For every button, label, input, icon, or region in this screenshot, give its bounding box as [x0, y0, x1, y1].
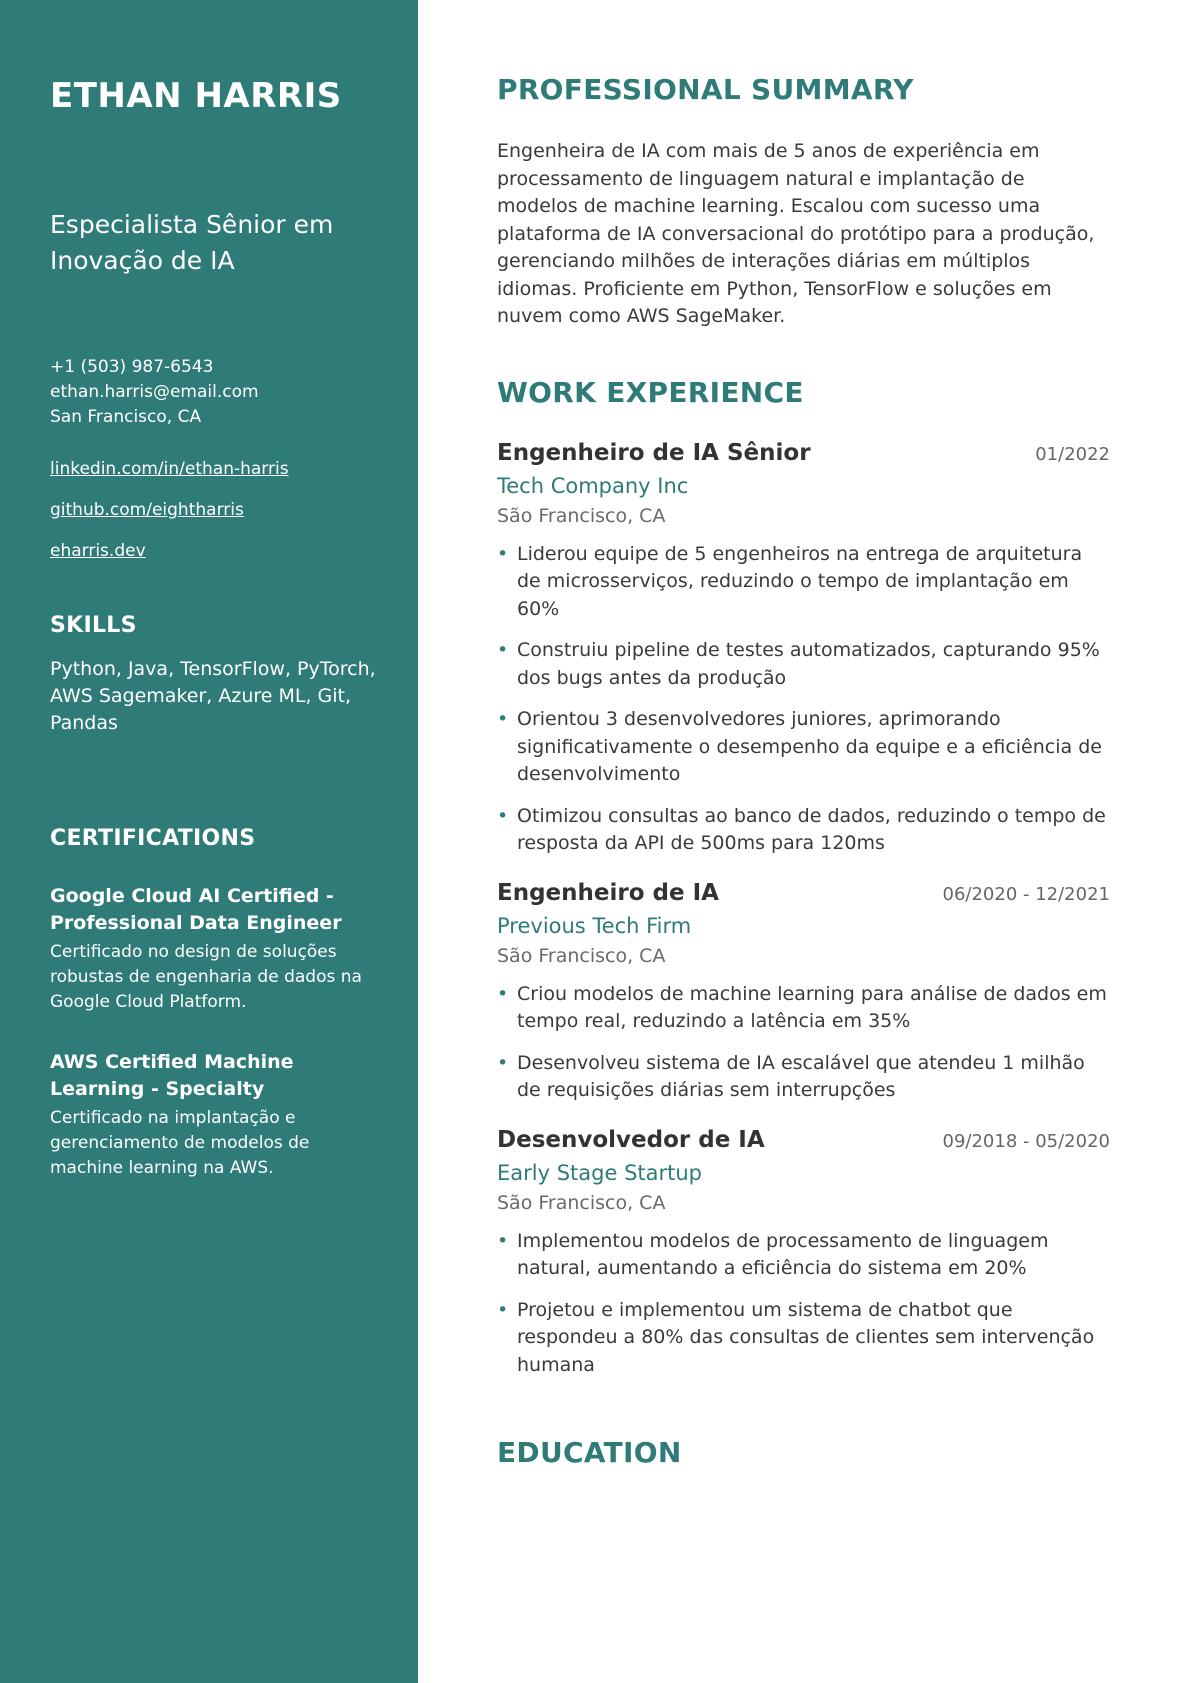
contact-info — [50, 355, 382, 430]
phone: +1 (503) 987-6543 — [50, 357, 214, 377]
job-title: Engenheiro de IA Sênior — [497, 439, 811, 466]
summary-heading: PROFESSIONAL SUMMARY — [497, 73, 914, 106]
work-experience-heading: WORK EXPERIENCE — [497, 375, 804, 409]
job-entry — [497, 437, 1110, 858]
job-entry — [497, 1124, 1110, 1380]
job-location: São Francisco, CA — [497, 944, 666, 967]
bullet-item: • Projetou e implementou um sistema de chatbot que respondeu a 80% das consultas de clientes sem intervenção humana — [497, 1297, 1110, 1380]
bullet-item: • Orientou 3 desenvolvedores juniores, aprimorando significativamente o desempenho da equipe e a eficiência de desenvolvimento — [497, 706, 1110, 789]
location: San Francisco, CA — [50, 407, 202, 427]
profile-links — [50, 457, 382, 564]
bullet-item: • Construiu pipeline de testes automatizados, capturando 95% dos bugs antes da produção — [497, 637, 1110, 692]
sidebar — [0, 0, 418, 1683]
bullet-item: • Otimizou consultas ao banco de dados, reduzindo o tempo de resposta da API de 500ms para 120ms — [497, 803, 1110, 858]
certification-name: Google Cloud AI Certified - Professional Data Engineer — [50, 885, 342, 934]
main-content — [418, 0, 1190, 1683]
bullet-item: • Implementou modelos de processamento de linguagem natural, aumentando a eficiência do sistema em 20% — [497, 1228, 1110, 1283]
job-title: Desenvolvedor de IA — [497, 1126, 765, 1153]
bullet-item: • Criou modelos de machine learning para análise de dados em tempo real, reduzindo a latência em 35% — [497, 981, 1110, 1036]
job-title-headline: Especialista Sênior em Inovação de IA — [50, 210, 334, 275]
job-date: 06/2020 - 12/2021 — [942, 883, 1110, 905]
job-entry — [497, 877, 1110, 1105]
job-location: São Francisco, CA — [497, 504, 666, 527]
job-bullets — [497, 541, 1110, 858]
education-heading: EDUCATION — [497, 1436, 682, 1469]
skills-heading: SKILLS — [50, 613, 137, 638]
github-link[interactable]: github.com/eightharris — [50, 500, 244, 520]
job-bullets — [497, 1228, 1110, 1380]
bullet-item: • Liderou equipe de 5 engenheiros na entrega de arquitetura de microsserviços, reduzindo o tempo de implantação em 60% — [497, 541, 1110, 624]
certification-description: Certificado no design de soluções robustas de engenharia de dados na Google Cloud Platform. — [50, 942, 362, 1012]
certification-description: Certificado na implantação e gerenciamento de modelos de machine learning na AWS. — [50, 1108, 310, 1178]
certification-item — [50, 1049, 382, 1181]
skills-list: Python, Java, TensorFlow, PyTorch, AWS Sagemaker, Azure ML, Git, Pandas — [50, 658, 376, 734]
email: ethan.harris@email.com — [50, 382, 259, 402]
certification-item — [50, 883, 382, 1015]
candidate-name: ETHAN HARRIS — [50, 76, 342, 116]
company-name: Early Stage Startup — [497, 1160, 703, 1185]
website-link[interactable]: eharris.dev — [50, 541, 146, 561]
job-date: 01/2022 — [1035, 443, 1110, 465]
certification-name: AWS Certified Machine Learning - Specialty — [50, 1051, 294, 1100]
job-location: São Francisco, CA — [497, 1191, 666, 1214]
job-bullets — [497, 981, 1110, 1105]
job-title: Engenheiro de IA — [497, 879, 719, 906]
certifications-heading: CERTIFICATIONS — [50, 826, 256, 851]
bullet-item: • Desenvolveu sistema de IA escalável que atendeu 1 milhão de requisições diárias sem interrupções — [497, 1050, 1110, 1105]
summary-text: Engenheira de IA com mais de 5 anos de experiência em processamento de linguagem natural e implantação de modelos de machine learning. Escalou com sucesso uma plataforma de IA conversacional do protótipo para a produção, gerenciando milhões de interações diárias em múltiplos idiomas. Proficiente em Python, TensorFlow e soluções em nuvem como AWS SageMaker. — [497, 140, 1095, 327]
linkedin-link[interactable]: linkedin.com/in/ethan-harris — [50, 459, 289, 479]
company-name: Tech Company Inc — [497, 473, 689, 498]
company-name: Previous Tech Firm — [497, 913, 692, 938]
job-date: 09/2018 - 05/2020 — [942, 1130, 1110, 1152]
